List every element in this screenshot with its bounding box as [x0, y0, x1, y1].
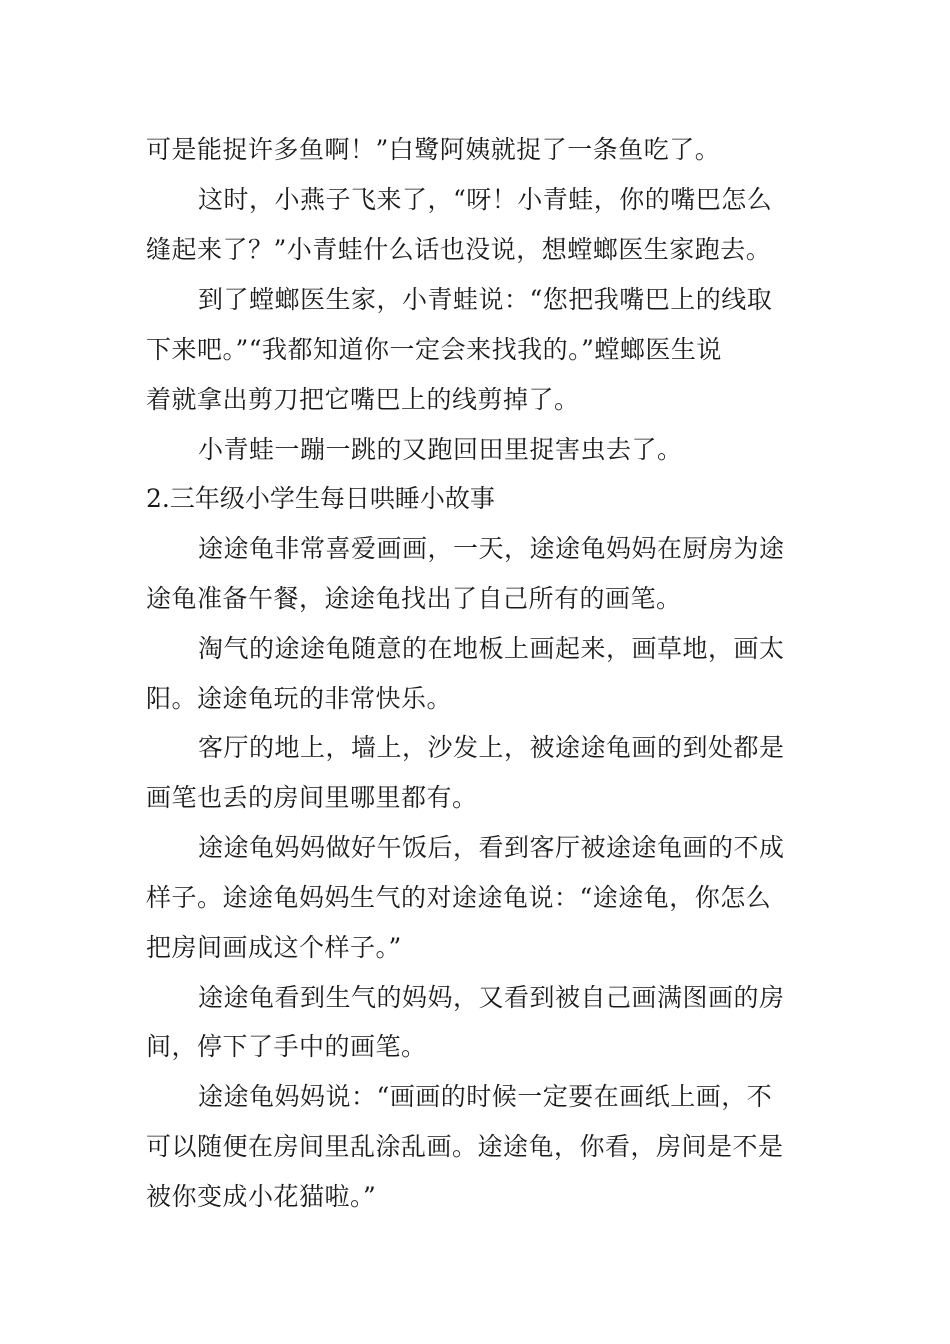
text-line: 途龟准备午餐，途途龟找出了自己所有的画笔。: [146, 584, 682, 613]
text-line: 把房间画成这个样子。”: [146, 933, 402, 962]
text-line: 样子。途途龟妈妈生气的对途途龟说：“途途龟，你怎么: [146, 883, 772, 912]
text-line: 途途龟妈妈做好午饭后，看到客厅被途途龟画的不成: [198, 833, 785, 862]
section-heading: 2.三年级小学生每日哄睡小故事: [146, 484, 495, 513]
text-line: 缝起来了？”小青蛙什么话也没说，想螳螂医生家跑去。: [146, 235, 772, 264]
text-line: 间，停下了手中的画笔。: [146, 1032, 427, 1061]
text-line: 着就拿出剪刀把它嘴巴上的线剪掉了。: [146, 385, 580, 414]
text-line: 途途龟非常喜爱画画，一天，途途龟妈妈在厨房为途: [198, 534, 785, 563]
text-line: 阳。途途龟玩的非常快乐。: [146, 684, 453, 713]
text-line: 淘气的途途龟随意的在地板上画起来，画草地，画太: [198, 634, 785, 663]
text-line: 画笔也丢的房间里哪里都有。: [146, 783, 478, 812]
text-line: 小青蛙一蹦一跳的又跑回田里捉害虫去了。: [198, 435, 683, 464]
text-line: 途途龟妈妈说：“画画的时候一定要在画纸上画，不: [198, 1082, 773, 1111]
text-line: 客厅的地上，墙上，沙发上，被途途龟画的到处都是: [198, 733, 785, 762]
text-line: 可以随便在房间里乱涂乱画。途途龟，你看，房间是不是: [146, 1132, 784, 1161]
text-line: 到了螳螂医生家，小青蛙说：“您把我嘴巴上的线取: [198, 285, 773, 314]
text-line: 可是能捉许多鱼啊！”白鹭阿姨就捉了一条鱼吃了。: [146, 135, 721, 164]
text-line: 途途龟看到生气的妈妈，又看到被自己画满图画的房: [198, 983, 785, 1012]
text-line: 这时，小燕子飞来了，“呀！小青蛙，你的嘴巴怎么: [198, 185, 773, 214]
text-line: 被你变成小花猫啦。”: [146, 1182, 377, 1211]
text-line: 下来吧。”“我都知道你一定会来找我的。”螳螂医生说: [146, 335, 722, 364]
